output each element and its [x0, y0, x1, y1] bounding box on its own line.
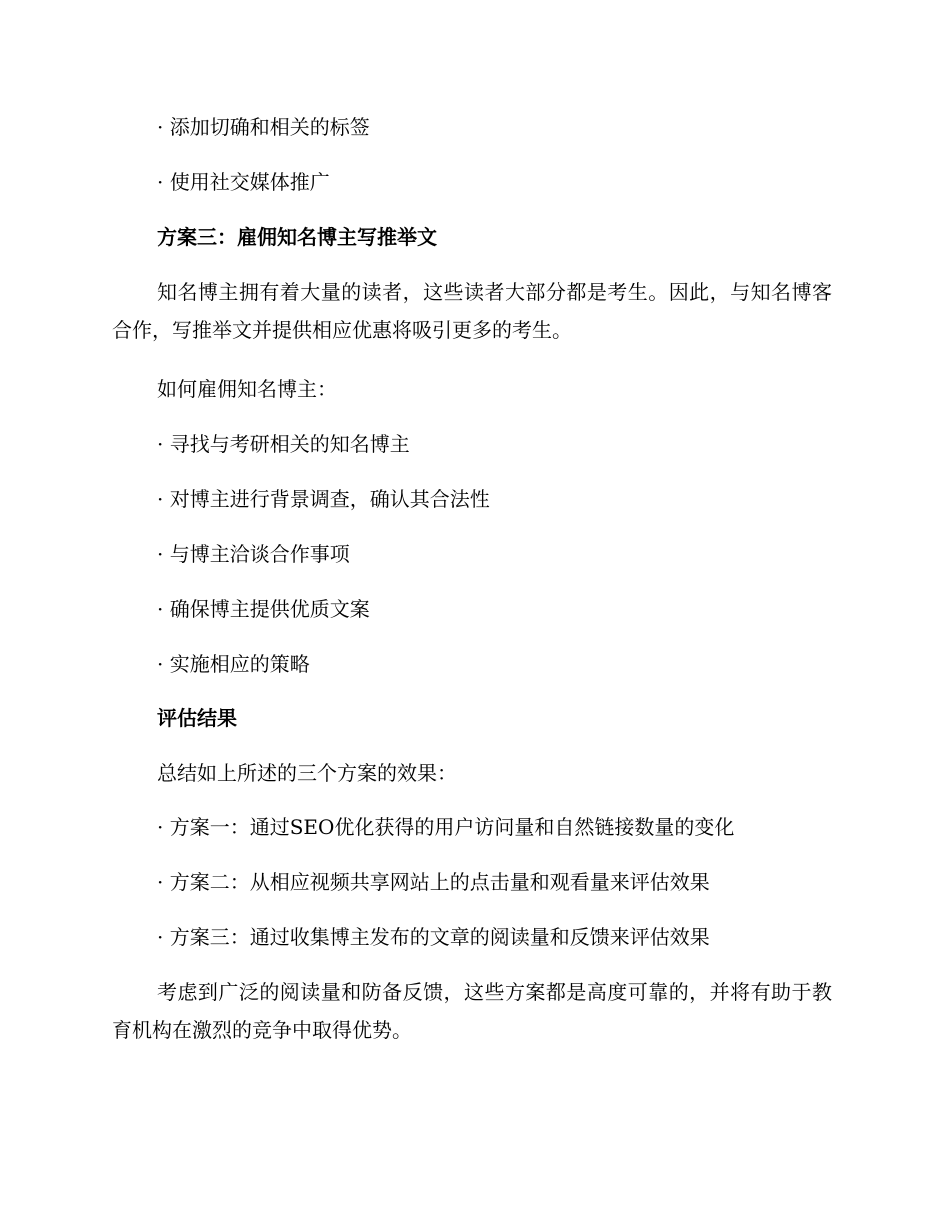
evaluation-item: · 方案二：从相应视频共享网站上的点击量和观看量来评估效果 [157, 870, 710, 894]
how-to-hire-label: 如何雇佣知名博主： [157, 377, 337, 401]
bullet-add-tags: · 添加切确和相关的标签 [157, 115, 370, 139]
heading-plan-three: 方案三：雇佣知名博主写推举文 [157, 225, 437, 249]
paragraph-plan-three: 知名博主拥有着大量的读者，这些读者大部分都是考生。因此，与知名博客合作，写推举文并提供相应优惠将吸引更多的考生。 [112, 280, 832, 342]
evaluation-item: · 方案三：通过收集博主发布的文章的阅读量和反馈来评估效果 [157, 925, 710, 949]
evaluation-item: · 方案一：通过SEO优化获得的用户访问量和自然链接数量的变化 [157, 815, 735, 839]
hire-step-item: · 寻找与考研相关的知名博主 [157, 432, 410, 456]
bullet-social-media: · 使用社交媒体推广 [157, 170, 330, 194]
hire-step-item: · 与博主洽谈合作事项 [157, 542, 350, 566]
hire-step-item: · 实施相应的策略 [157, 652, 310, 676]
hire-step-item: · 确保博主提供优质文案 [157, 597, 370, 621]
heading-evaluation: 评估结果 [157, 706, 237, 730]
hire-step-item: · 对博主进行背景调查，确认其合法性 [157, 487, 490, 511]
conclusion-paragraph: 考虑到广泛的阅读量和防备反馈，这些方案都是高度可靠的，并将有助于教育机构在激烈的竞争中取得优势。 [112, 980, 832, 1042]
evaluation-intro: 总结如上所述的三个方案的效果： [157, 761, 457, 785]
